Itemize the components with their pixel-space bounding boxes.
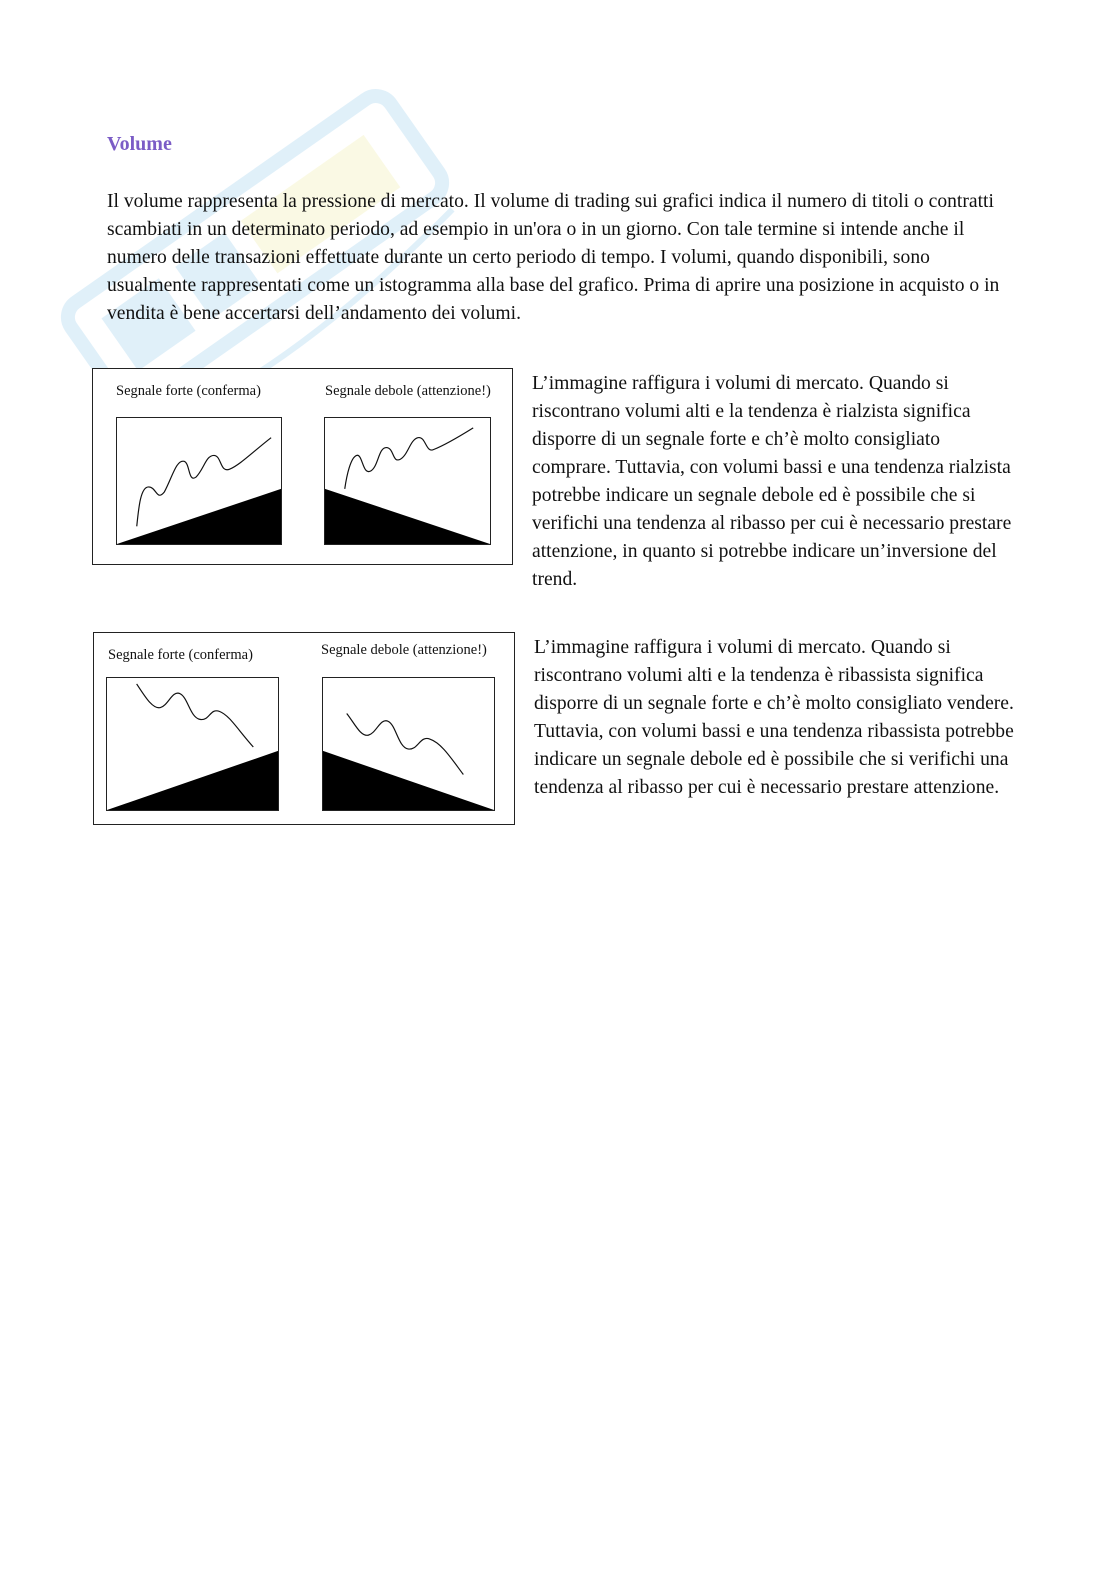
decreasing-volume-wedge (323, 751, 494, 810)
increasing-volume-wedge (107, 751, 278, 810)
downtrend-explanation: L’immagine raffigura i volumi di mercato. Quando si riscontrano volumi alti e la tendenza è ribassista significa disporre di un segnale forte e ch’è molto consigliato vendere. Tuttavia, con volumi bassi e una tendenza ribassista potrebbe indicare un segnale debole ed è possibile che si verifichi una tendenza al ribasso per cui è necessario prestare attenzione. (534, 637, 1014, 798)
strong-uptrend-panel (116, 417, 282, 545)
weak-uptrend-panel (324, 417, 491, 545)
strong-downtrend-panel (106, 677, 279, 811)
weak-downtrend-panel (322, 677, 495, 811)
uptrend-explanation: L’immagine raffigura i volumi di mercato. Quando si riscontrano volumi alti e la tendenza è rialzista significa disporre di un segnale forte e ch’è molto consigliato comprare. Tuttavia, con volumi bassi e una tendenza rialzista potrebbe indicare un segnale debole ed è possibile che si verifichi una tendenza al ribasso per cui è necessario prestare attenzione, in quanto si potrebbe indicare un’inversione del trend. (532, 373, 1012, 590)
decreasing-volume-wedge (325, 489, 490, 544)
section-heading: Volume (107, 133, 172, 155)
strong-signal-caption: Segnale forte (conferma) (116, 383, 261, 399)
uptrend-volume-figure (92, 368, 513, 565)
falling-price-line (137, 684, 254, 747)
rising-price-line (345, 428, 473, 489)
intro-paragraph: Il volume rappresenta la pressione di mercato. Il volume di trading sui grafici indica il numero di titoli o contratti scambiati in un determinato periodo, ad esempio in un'ora o in un giorno. Con tale termine si intende anche il numero delle transazioni effettuate durante un certo periodo di tempo. I volumi, quando disponibili, sono usualmente rappresentati come un istogramma alla base del grafico. Prima di aprire una posizione in acquisto o in vendita è bene accertarsi dell’andamento dei volumi. (107, 191, 1000, 324)
strong-signal-caption: Segnale forte (conferma) (108, 647, 253, 663)
weak-signal-caption: Segnale debole (attenzione!) (321, 642, 487, 658)
weak-signal-caption: Segnale debole (attenzione!) (325, 383, 491, 399)
downtrend-volume-figure (93, 632, 515, 825)
